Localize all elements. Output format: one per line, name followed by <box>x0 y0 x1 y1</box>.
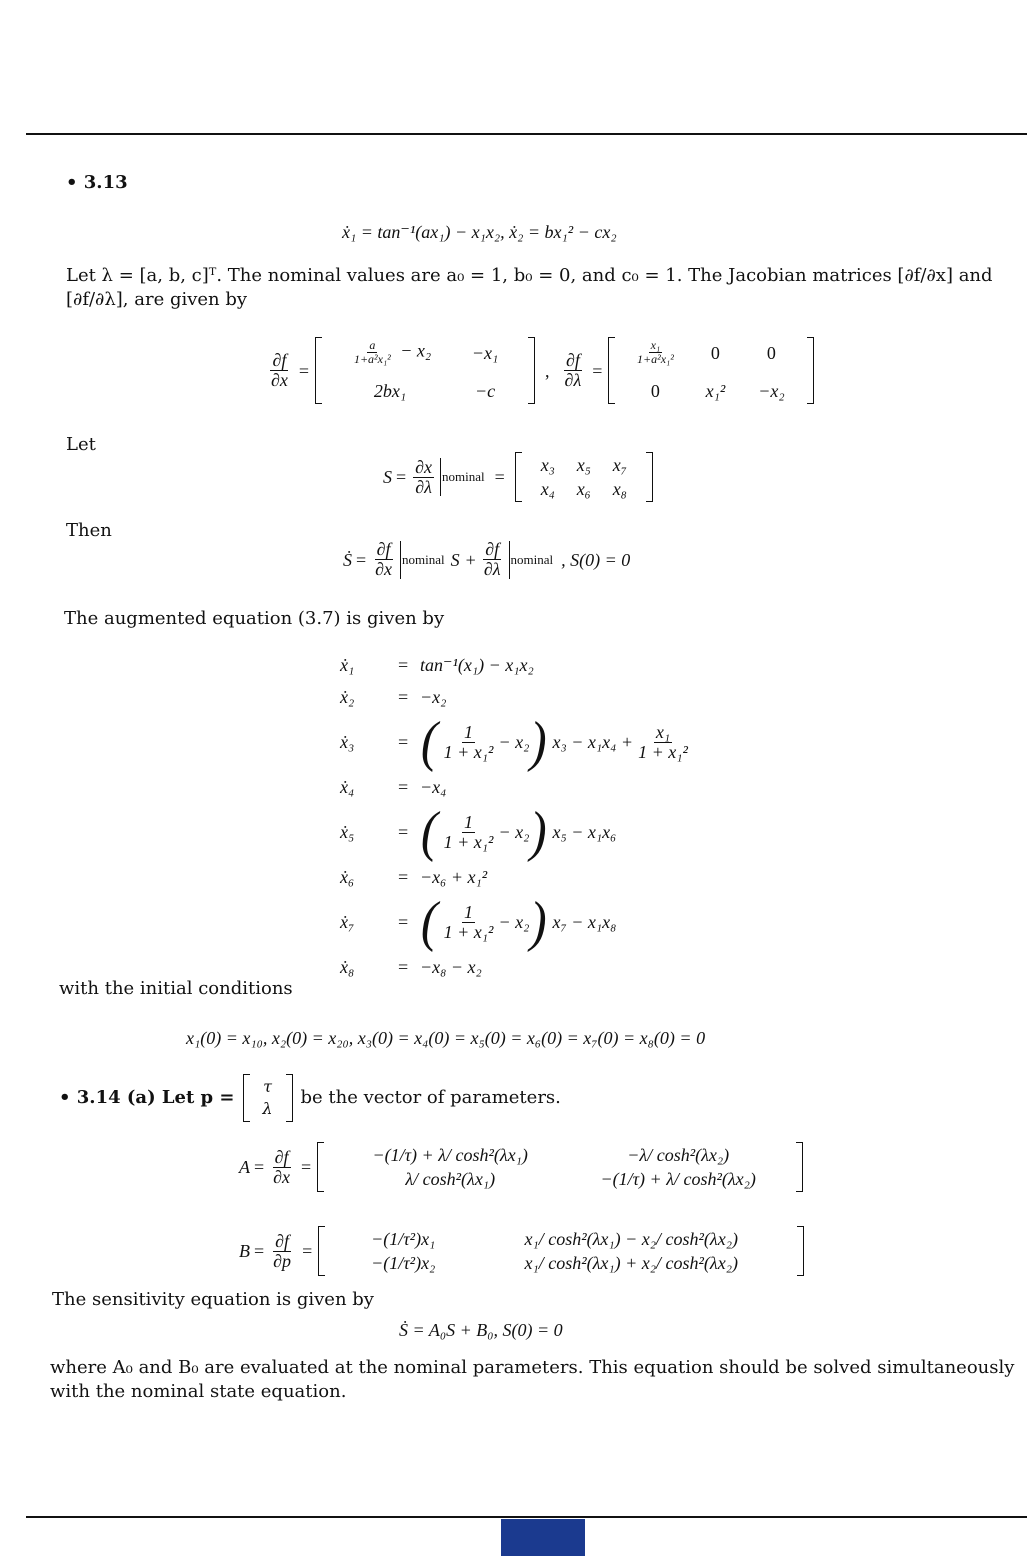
eval-subscript: nominal <box>442 469 485 484</box>
let-label: Let <box>66 434 96 455</box>
state-equation: ẋ₁ = tan⁻¹(ax₁) − x₁x₂, ẋ₂ = bx₁² − cx₂ <box>342 222 617 242</box>
df-dx-fraction: $\frac{\partial f}{\partial x}$ <box>271 350 288 390</box>
a-matrix-equation: A = $\frac{\partial f}{\partial x}$ = −(1/τ) + λ/ cosh²(λx₁) −λ/ cosh²(λx₂) λ/ cosh²(λx₁) −(1/τ) + λ/ cosh²(λx₂) <box>239 1142 803 1192</box>
paragraph-line: The sensitivity equation is given by <box>52 1289 374 1310</box>
sensitivity-equation-314: Ṡ = A₀S + B₀, S(0) = 0 <box>399 1320 563 1340</box>
exercise-label: 3.14 <box>76 1087 121 1108</box>
s-matrix: x₃ x₅ x₇ x₄ x₆ x₈ <box>515 452 653 502</box>
b-matrix: −(1/τ²)x₁ x₁/ cosh²(λx₁) − x₂/ cosh²(λx₂) −(1/τ²)x₂ x₁/ cosh²(λx₁) + x₂/ cosh²(λx₂) <box>318 1226 804 1276</box>
s-definition: S = $\frac{\partial x}{\partial\lambda}$ nominal = x₃ x₅ x₇ x₄ x₆ x₈ <box>383 452 653 502</box>
paragraph-line: be the vector of parameters. <box>300 1087 561 1108</box>
eval-subscript: nominal <box>510 551 554 567</box>
b-matrix-equation: B = $\frac{\partial f}{\partial p}$ = −(1/τ²)x₁ x₁/ cosh²(λx₁) − x₂/ cosh²(λx₂) −(1/τ²)x₂ x₁/ cosh²(λx₁) + x₂/ cosh²(λx₂) <box>239 1226 804 1276</box>
sensitivity-equation-313: Ṡ = $\frac{\partial f}{\partial x}$ nominal S + $\frac{\partial f}{\partial\lambda}$ nominal , S(0) = 0 <box>343 539 631 579</box>
jacobian-x-matrix: $\frac{a}{\text{1+a²x₁²}}$ − x₂ −x₁ 2bx₁ −c <box>315 337 535 404</box>
footer-rule <box>26 1516 1027 1518</box>
paragraph-line: where A₀ and B₀ are evaluated at the nominal parameters. This equation should be solved simultaneously <box>50 1357 1015 1378</box>
footer-page-marker <box>501 1519 585 1556</box>
exercise-heading-3-13: • 3.13 <box>66 172 128 193</box>
a-matrix: −(1/τ) + λ/ cosh²(λx₁) −λ/ cosh²(λx₂) λ/ cosh²(λx₁) −(1/τ) + λ/ cosh²(λx₂) <box>317 1142 803 1192</box>
initial-conditions: x₁(0) = x₁₀, x₂(0) = x₂₀, x₃(0) = x₄(0) = x₅(0) = x₆(0) = x₇(0) = x₈(0) = 0 <box>186 1028 706 1048</box>
paragraph-line: with the initial conditions <box>59 978 293 999</box>
then-label: Then <box>66 520 112 541</box>
header-rule <box>26 133 1027 135</box>
paragraph-line: [∂f/∂λ], are given by <box>66 289 248 310</box>
df-dlambda-fraction: $\frac{\partial f}{\partial\lambda}$ <box>564 350 582 390</box>
jacobian-lambda-matrix: $\frac{\text{x₁}}{\text{1+a²x₁²}}$ 0 0 0 x₁² −x₂ <box>608 337 814 404</box>
paragraph-line: The augmented equation (3.7) is given by <box>64 608 445 629</box>
exercise-label: 3.13 <box>83 172 128 193</box>
paragraph-line: with the nominal state equation. <box>50 1381 347 1402</box>
initial-condition: , S(0) = 0 <box>561 549 631 570</box>
part-label: (a) Let p = <box>126 1087 235 1108</box>
p-vector: τ λ <box>243 1074 293 1122</box>
eval-subscript: nominal <box>402 551 445 567</box>
augmented-system: ẋ₁ = tan⁻¹(x₁) − x₁x₂ ẋ₂ = −x₂ ẋ₃ = ( $\frac{1}{\text{1 + x₁²}}$ − x₂ ) x₃ − x₁x₄ + $\frac{\text{x₁}}{\text{1 + x₁²}}$ ẋ₄ = −x₄ ẋ₅ = ( $\frac{1}{\text{1 + x₁²}}$ − x₂ ) x₅ − x₁x₆ ẋ₆ = −x₆ + x₁² ẋ₇ = ( $\frac{1}{\text{1 + x₁²}}$ − x₂ ) x₇ − x₁x₈ ẋ₈ = −x₈ − x₂ <box>340 655 688 977</box>
exercise-heading-3-14: • 3.14 (a) Let p = τ λ be the vector of parameters. <box>59 1074 561 1122</box>
paragraph-line: Let λ = [a, b, c]ᵀ. The nominal values are a₀ = 1, b₀ = 0, and c₀ = 1. The Jacobian matrices [∂f/∂x] and <box>66 265 993 286</box>
jacobian-equation: $\frac{\partial f}{\partial x}$ = $\frac{a}{\text{1+a²x₁²}}$ − x₂ −x₁ 2bx₁ −c , $\frac{\partial f}{\partial\lambda}$ = $\frac{\text{x₁}}{\text{1+a²x₁²}}$ 0 0 0 x₁² −x₂ <box>266 337 814 404</box>
